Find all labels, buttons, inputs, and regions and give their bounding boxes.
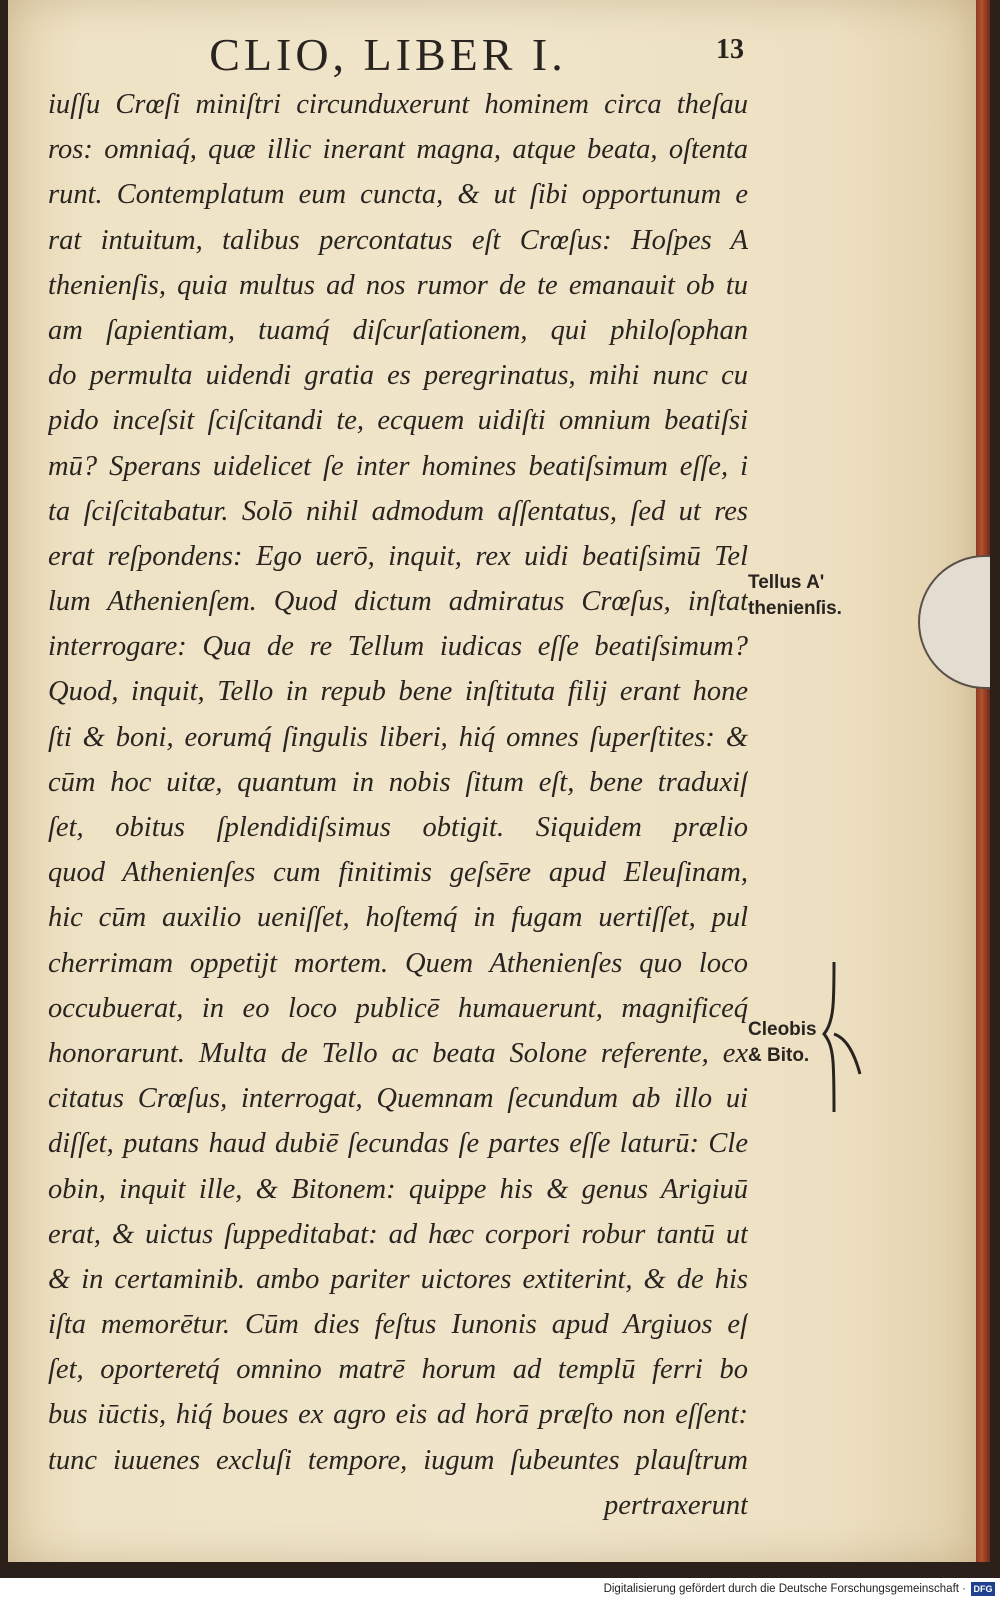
marginal-note-line: Cleobis [748, 1019, 817, 1040]
text-line: do permulta uidendi gratia es peregrinatus, mihi nunc cu [48, 360, 748, 392]
text-line: mū? Sperans uidelicet ſe inter homines beatiſsimum eſſe, i [48, 450, 748, 482]
book-page [8, 0, 976, 1562]
text-line: occubuerat, in eo loco publicē humauerunt, magnificeq́ [48, 992, 748, 1024]
footer-bar [0, 1578, 1000, 1603]
marginal-note-tellus [748, 570, 848, 622]
text-line: pido inceſsit ſciſcitandi te, ecquem uidiſti omnium beatiſsi [48, 405, 748, 437]
text-line: hic cūm auxilio ueniſſet, hoſtemq́ in fugam uertiſſet, pul [48, 902, 748, 934]
text-line: erat reſpondens: Ego uerō, inquit, rex uidi beatiſsimū Tel [48, 540, 748, 572]
marginal-note-line: thenienſis. [748, 598, 842, 619]
marginal-note-line: & Bito. [748, 1045, 810, 1066]
page-edge [976, 0, 990, 1562]
folio-number: 13 [716, 34, 744, 65]
text-line: thenienſis, quia multus ad nos rumor de te emanauit ob tu [48, 269, 748, 301]
text-line: iſta memorētur. Cūm dies feſtus Iunonis apud Argiuos eſ [48, 1309, 748, 1341]
dfg-logo: DFG [971, 1582, 995, 1596]
text-line: citatus Crœſus, interrogat, Quemnam ſecundum ab illo ui [48, 1083, 748, 1115]
text-line: ros: omniaq́, quæ illic inerant magna, atque beata, oſtenta [48, 134, 748, 166]
text-line: ſet, oporteretq́ omnino matrē horum ad templū ferri bo [48, 1354, 748, 1386]
text-line: erat, & uictus ſuppeditabat: ad hæc corpori robur tantū ut [48, 1218, 748, 1250]
body-text [48, 82, 748, 1528]
text-line: cherrimam oppetijt mortem. Quem Athenienſes quo loco [48, 947, 748, 979]
text-line: & in certaminib. ambo pariter uictores extiterint, & de his [48, 1263, 748, 1295]
text-line: rat intuitum, talibus percontatus eſt Crœſus: Hoſpes A [48, 224, 748, 256]
text-line: bus iūctis, hiq́ boues ex agro eis ad horā præſto non eſſent: [48, 1399, 748, 1431]
text-line: cūm hoc uitæ, quantum in nobis ſitum eſt, bene traduxiſ [48, 766, 748, 798]
text-line: honorarunt. Multa de Tello ac beata Solone referente, ex [48, 1037, 748, 1069]
marginal-note-cleobis [748, 1017, 848, 1069]
text-line: ſet, obitus ſplendidiſsimus obtigit. Siquidem prælio [48, 812, 748, 843]
text-line: lum Athenienſem. Quod dictum admiratus Crœſus, inſtat [48, 586, 748, 618]
running-title: CLIO, LIBER I. [209, 29, 567, 80]
text-line: obin, inquit ille, & Bitonem: quippe his & genus Arigiuū [48, 1173, 748, 1205]
text-line: iuſſu Crœſi miniſtri circunduxerunt hominem circa theſau [48, 89, 748, 120]
text-line: ſti & boni, eorumq́ ſingulis liberi, hiq́ omnes ſuperſtites: & [48, 721, 748, 753]
text-line: am ſapientiam, tuamq́ diſcurſationem, qui philoſophan [48, 314, 748, 346]
text-line: diſſet, putans haud dubiē ſecundas ſe partes eſſe laturū: Cle [48, 1128, 748, 1160]
text-line: Quod, inquit, Tello in repub bene inſtituta filij erant hone [48, 676, 748, 708]
text-line: interrogare: Qua de re Tellum iudicas eſſe beatiſsimum? [48, 631, 748, 663]
text-line: ta ſciſcitabatur. Solō nihil admodum aſſentatus, ſed ut res [48, 495, 748, 527]
text-line: runt. Contemplatum eum cuncta, & ut ſibi opportunum e [48, 179, 748, 211]
text-line: pertraxerunt [603, 1489, 748, 1521]
marginal-note-line: Tellus A' [748, 572, 825, 593]
text-line: tunc iuuenes excluſi tempore, iugum ſubeuntes plauſtrum [48, 1444, 748, 1476]
dfg-credit: Digitalisierung gefördert durch die Deutsche Forschungsgemeinschaft · [603, 1583, 966, 1595]
text-line: quod Athenienſes cum finitimis geſsēre apud Eleuſinam, [48, 857, 748, 889]
